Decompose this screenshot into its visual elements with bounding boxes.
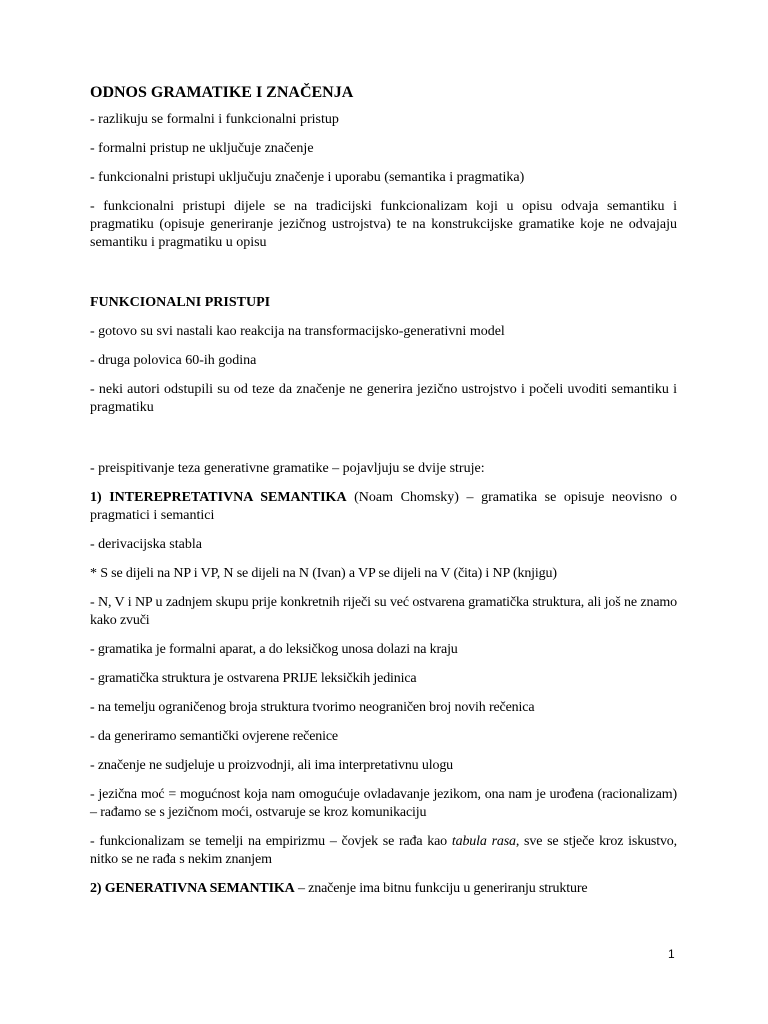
tabula-rasa-text: tabula rasa	[451, 834, 516, 849]
generative-semantics-paragraph	[90, 880, 677, 898]
interpretative-semantics-text: (Noam Chomsky) – gramatika se opisuje neovisno o pragmatici i semantici	[90, 490, 678, 523]
document-page	[90, 84, 677, 909]
intro-item: - funkcionalni pristupi dijele se na tradicijski funkcionalizam koji u opisu odvaja semantiku i pragmatiku (opisuje generiranje jezičnog ustrojstva) te na konstrukcijske gramatike koje ne odvajaju semantiku i pragmatiku u opisu	[90, 199, 677, 250]
point-item: - N, V i NP u zadnjem skupu prije konkretnih riječi su već ostvarena gramatička struktura, ali još ne znamo kako zvuči	[90, 595, 677, 628]
point-item: - značenje ne sudjeluje u proizvodnji, ali ima interpretativnu ulogu	[90, 758, 454, 773]
spacer	[90, 263, 677, 294]
spacer	[90, 428, 677, 460]
point-item: - gramatička struktura je ostvarena PRIJE leksičkih jedinica	[90, 671, 417, 686]
intro-item: - funkcionalni pristupi uključuju značenje i uporabu (semantika i pragmatika)	[90, 170, 525, 185]
document-title: ODNOS GRAMATIKE I ZNAČENJA	[90, 84, 354, 101]
generative-semantics-text: – značenje ima bitnu funkciju u generiranju strukture	[294, 881, 588, 896]
section-item: - neki autori odstupili su od teze da značenje ne generira jezično ustrojstvo i počeli uvoditi semantiku i pragmatiku	[90, 382, 677, 415]
intro-item: - formalni pristup ne uključuje značenje	[90, 141, 314, 156]
section-item: - druga polovica 60-ih godina	[90, 353, 257, 368]
section-heading: FUNKCIONALNI PRISTUPI	[90, 295, 271, 310]
empiricism-text-start: - funkcionalizam se temelji na empirizmu – čovjek se rađa kao	[90, 834, 452, 849]
interpretative-semantics-paragraph	[90, 489, 677, 525]
empiricism-paragraph	[90, 833, 677, 869]
interpretative-semantics-label: 1) INTEREPRETATIVNA SEMANTIKA	[90, 490, 347, 505]
section-item: - gotovo su svi nastali kao reakcija na transformacijsko-generativni model	[90, 324, 505, 339]
page-number: 1	[668, 947, 675, 961]
point-item: * S se dijeli na NP i VP, N se dijeli na N (Ivan) a VP se dijeli na V (čita) i NP (knjigu)	[90, 566, 557, 581]
point-item: - da generiramo semantički ovjerene rečenice	[90, 729, 338, 744]
point-item: - na temelju ograničenog broja struktura tvorimo neograničen broj novih rečenica	[90, 700, 535, 715]
point-item: - jezična moć = mogućnost koja nam omogućuje ovladavanje jezikom, ona nam je urođena (racionalizam) – rađamo se s jezičnom moći, ostvaruje se kroz komunikaciju	[90, 787, 677, 820]
point-item: - derivacijska stabla	[90, 537, 202, 552]
questioning-paragraph: - preispitivanje teza generativne gramatike – pojavljuju se dvije struje:	[90, 461, 485, 476]
empiricism-text-end: , sve se stječe kroz iskustvo, nitko se ne rađa s nekim znanjem	[90, 834, 678, 867]
point-item: - gramatika je formalni aparat, a do leksičkog unosa dolazi na kraju	[90, 642, 458, 657]
generative-semantics-label: 2) GENERATIVNA SEMANTIKA	[90, 881, 295, 896]
intro-item: - razlikuju se formalni i funkcionalni pristup	[90, 112, 339, 127]
